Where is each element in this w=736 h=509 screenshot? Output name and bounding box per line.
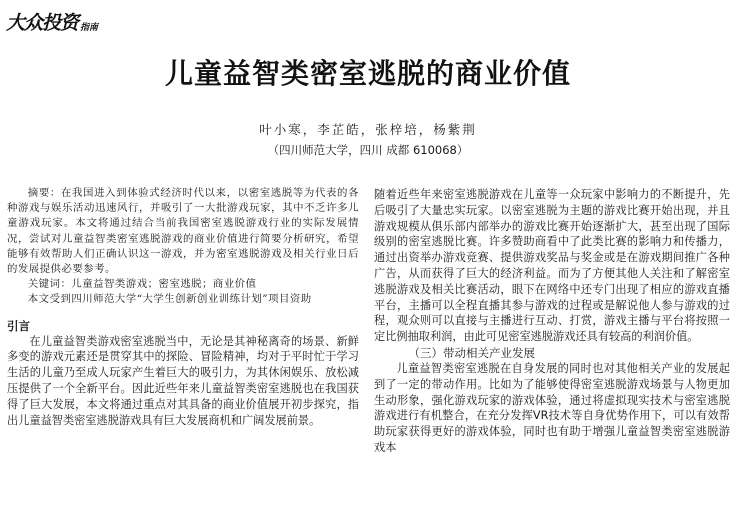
article-title: 儿童益智类密室逃脱的商业价值 <box>164 57 571 90</box>
intro-paragraph: 在儿童益智类游戏密室逃脱当中，无论是其神秘离奇的场景、新鲜多变的游戏元素还是贯穿其中的探险、冒险精神，均对于平时忙于学习生活的儿童乃至成人玩家产生着巨大的吸引力，为其休闲娱乐、放松减压提供了一个全新平台。因此近些年来儿童益智类密室逃脱也在我国获得了巨大发展，本文将通过重点对其具备的商业价值展开初步探究，指出儿童益智类密室逃脱游戏具有巨大发展商机和广阔发展前景。 <box>7 334 359 427</box>
keywords: 关键词：儿童益智类游戏；密室逃脱；商业价值 <box>27 278 257 291</box>
abstract-text: 摘要：在我国进入到体验式经济时代以来，以密室逃脱等为代表的各种游戏与娱乐活动迅速风行，并吸引了一大批游戏玩家，其中不乏许多儿童游戏玩家。本文将通过结合当前我国密室逃脱游戏行业的实际发展情况，尝试对儿童益智类密室逃脱游戏的商业价值进行简要分析研究，希望能够有效帮助人们正确认识这一游戏，并为密室逃脱游戏及相关行业日后的发展提供必要参考。 <box>7 187 359 276</box>
article-affiliation: （四川师范大学，四川 成都 610068） <box>267 143 469 157</box>
masthead <box>6 10 98 34</box>
subsection-heading: （三）带动相关产业发展 <box>408 345 535 360</box>
right-column <box>374 187 730 456</box>
keywords-block <box>7 277 359 307</box>
masthead-title: 大众投资 <box>6 12 79 34</box>
article-authors: 叶小寒，李芷皓，张梓培，杨紫荆 <box>259 122 477 137</box>
left-column <box>7 186 359 428</box>
masthead-subtitle: 指南 <box>80 23 99 33</box>
right-paragraph-2: 儿童益智类密室逃脱在自身发展的同时也对其他相关产业的发展起到了一定的带动作用。比如为了能够使得密室逃脱游戏场景与人物更加生动形象，强化游戏玩家的游戏体验，通过将虚拟现实技术与密室逃脱游戏进行有机整合，在充分发挥VR技术等自身优势作用下，可以有效帮助玩家获得更好的游戏体验，同时也有助于增强儿童益智类密室逃脱游戏本 <box>374 361 730 454</box>
section-heading-intro: 引言 <box>7 318 30 333</box>
right-paragraph-1: 随着近些年来密室逃脱游戏在儿童等一众玩家中影响力的不断提升，先后吸引了大量忠实玩家。以密室逃脱为主题的游戏比赛开始出现，并且游戏规模从俱乐部内部举办的游戏比赛开始逐渐扩大，甚至出现了国际级别的密室逃脱比赛。许多赞助商看中了此类比赛的影响力和传播力，通过出资举办游戏竞赛、提供游戏奖品与奖金或是在游戏期间推广各种广告，从而获得了巨大的经济利益。而为了方便其他人关注和了解密室逃脱游戏及相关比赛活动，眼下在网络中还专门出现了相应的游戏直播平台，主播可以全程直播其参与游戏的过程或是解说他人参与游戏的过程，观众则可以直接与主播进行互动、打赏，游戏主播与平台将按照一定比例抽取利润，由此可见密室逃脱游戏还具有较高的利润价值。 <box>374 188 730 344</box>
funding-note: 本文受到四川师范大学“大学生创新创业训练计划”项目资助 <box>27 293 312 306</box>
abstract <box>7 186 359 277</box>
intro-body <box>7 334 359 429</box>
